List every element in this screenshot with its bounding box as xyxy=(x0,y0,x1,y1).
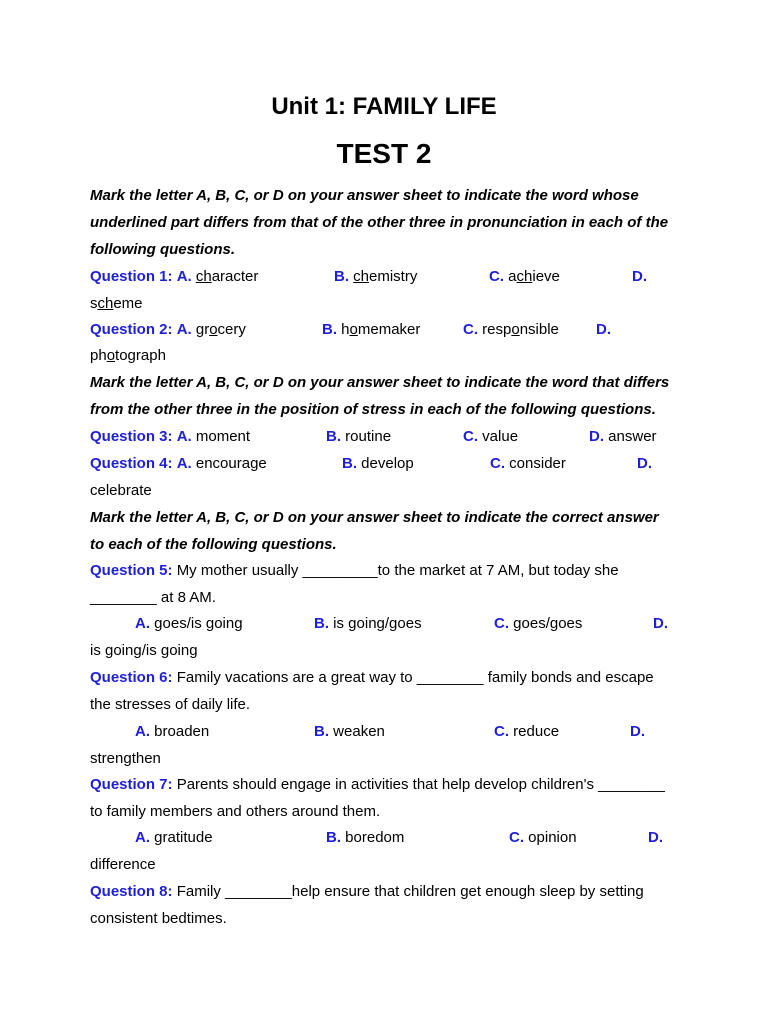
question-label: Question 8: xyxy=(90,883,173,900)
option-d: difference xyxy=(90,856,156,873)
option-d: D. answer xyxy=(589,428,657,445)
test-title: TEST 2 xyxy=(336,138,432,169)
option-a: character xyxy=(195,268,259,285)
instruction-line: to each of the following questions. xyxy=(90,536,337,553)
option-a: moment xyxy=(195,428,251,445)
question-text: Family vacations are a great way to ________ family bonds and escape xyxy=(176,669,654,686)
question-label: Question 1: xyxy=(90,268,173,285)
question-3 xyxy=(90,428,250,446)
option-letter-d: D. xyxy=(596,321,611,338)
option-letter-a: A. xyxy=(176,455,192,472)
question-2 xyxy=(90,321,246,339)
option-d: photograph xyxy=(90,347,166,364)
question-label: Question 4: xyxy=(90,455,173,472)
option-d: scheme xyxy=(90,295,143,312)
question-text: ________ at 8 AM. xyxy=(90,589,216,606)
question-text: the stresses of daily life. xyxy=(90,696,251,713)
option-letter-d: D. xyxy=(648,829,663,846)
option-b: B. routine xyxy=(326,428,392,445)
question-5 xyxy=(90,562,619,580)
option-d: celebrate xyxy=(90,482,152,499)
option-c: C. reduce xyxy=(494,723,560,740)
unit-title: Unit 1: FAMILY LIFE xyxy=(271,93,497,120)
option-a: grocery xyxy=(195,321,246,338)
option-b: B. homemaker xyxy=(322,321,421,338)
option-c: C. value xyxy=(463,428,519,445)
question-8 xyxy=(90,883,644,901)
option-letter-a: A. xyxy=(176,321,192,338)
option-b: B. weaken xyxy=(314,723,385,740)
question-7 xyxy=(90,776,665,794)
option-b: B. is going/goes xyxy=(314,615,422,632)
option-c: C. opinion xyxy=(509,829,577,846)
question-text: consistent bedtimes. xyxy=(90,910,227,927)
question-label: Question 7: xyxy=(90,776,173,793)
option-letter-d: D. xyxy=(632,268,647,285)
option-b: B. develop xyxy=(342,455,414,472)
question-1 xyxy=(90,268,258,286)
option-c: C. achieve xyxy=(489,268,560,285)
instruction-line: following questions. xyxy=(90,241,235,258)
instruction-line: underlined part differs from that of the other three in pronunciation in each of the xyxy=(90,214,669,231)
instruction-line: from the other three in the position of stress in each of the following questions. xyxy=(90,401,656,418)
option-letter-d: D. xyxy=(637,455,652,472)
option-a: A. broaden xyxy=(135,723,210,740)
question-text: Family ________help ensure that children get enough sleep by setting xyxy=(176,883,644,900)
option-letter-a: A. xyxy=(176,268,192,285)
option-b: B. boredom xyxy=(326,829,405,846)
option-letter-d: D. xyxy=(653,615,668,632)
question-label: Question 2: xyxy=(90,321,173,338)
question-4 xyxy=(90,455,267,473)
option-letter-d: D. xyxy=(630,723,645,740)
option-d: strengthen xyxy=(90,750,161,767)
option-a: A. goes/is going xyxy=(135,615,243,632)
option-c: C. responsible xyxy=(463,321,559,338)
instruction-line: Mark the letter A, B, C, or D on your answer sheet to indicate the word that differs xyxy=(90,374,670,391)
question-text: to family members and others around them. xyxy=(90,803,381,820)
option-c: C. goes/goes xyxy=(494,615,583,632)
instruction-line: Mark the letter A, B, C, or D on your answer sheet to indicate the correct answer xyxy=(90,509,659,526)
question-text: My mother usually _________to the market at 7 AM, but today she xyxy=(176,562,619,579)
question-label: Question 3: xyxy=(90,428,173,445)
question-6 xyxy=(90,669,654,687)
question-label: Question 5: xyxy=(90,562,173,579)
question-text: Parents should engage in activities that help develop children's ________ xyxy=(176,776,665,793)
option-a: encourage xyxy=(195,455,267,472)
instruction-line: Mark the letter A, B, C, or D on your answer sheet to indicate the word whose xyxy=(90,187,639,204)
question-label: Question 6: xyxy=(90,669,173,686)
option-d: is going/is going xyxy=(90,642,198,659)
option-a: A. gratitude xyxy=(135,829,213,846)
option-b: B. chemistry xyxy=(334,268,418,285)
option-c: C. consider xyxy=(490,455,566,472)
option-letter-a: A. xyxy=(176,428,192,445)
